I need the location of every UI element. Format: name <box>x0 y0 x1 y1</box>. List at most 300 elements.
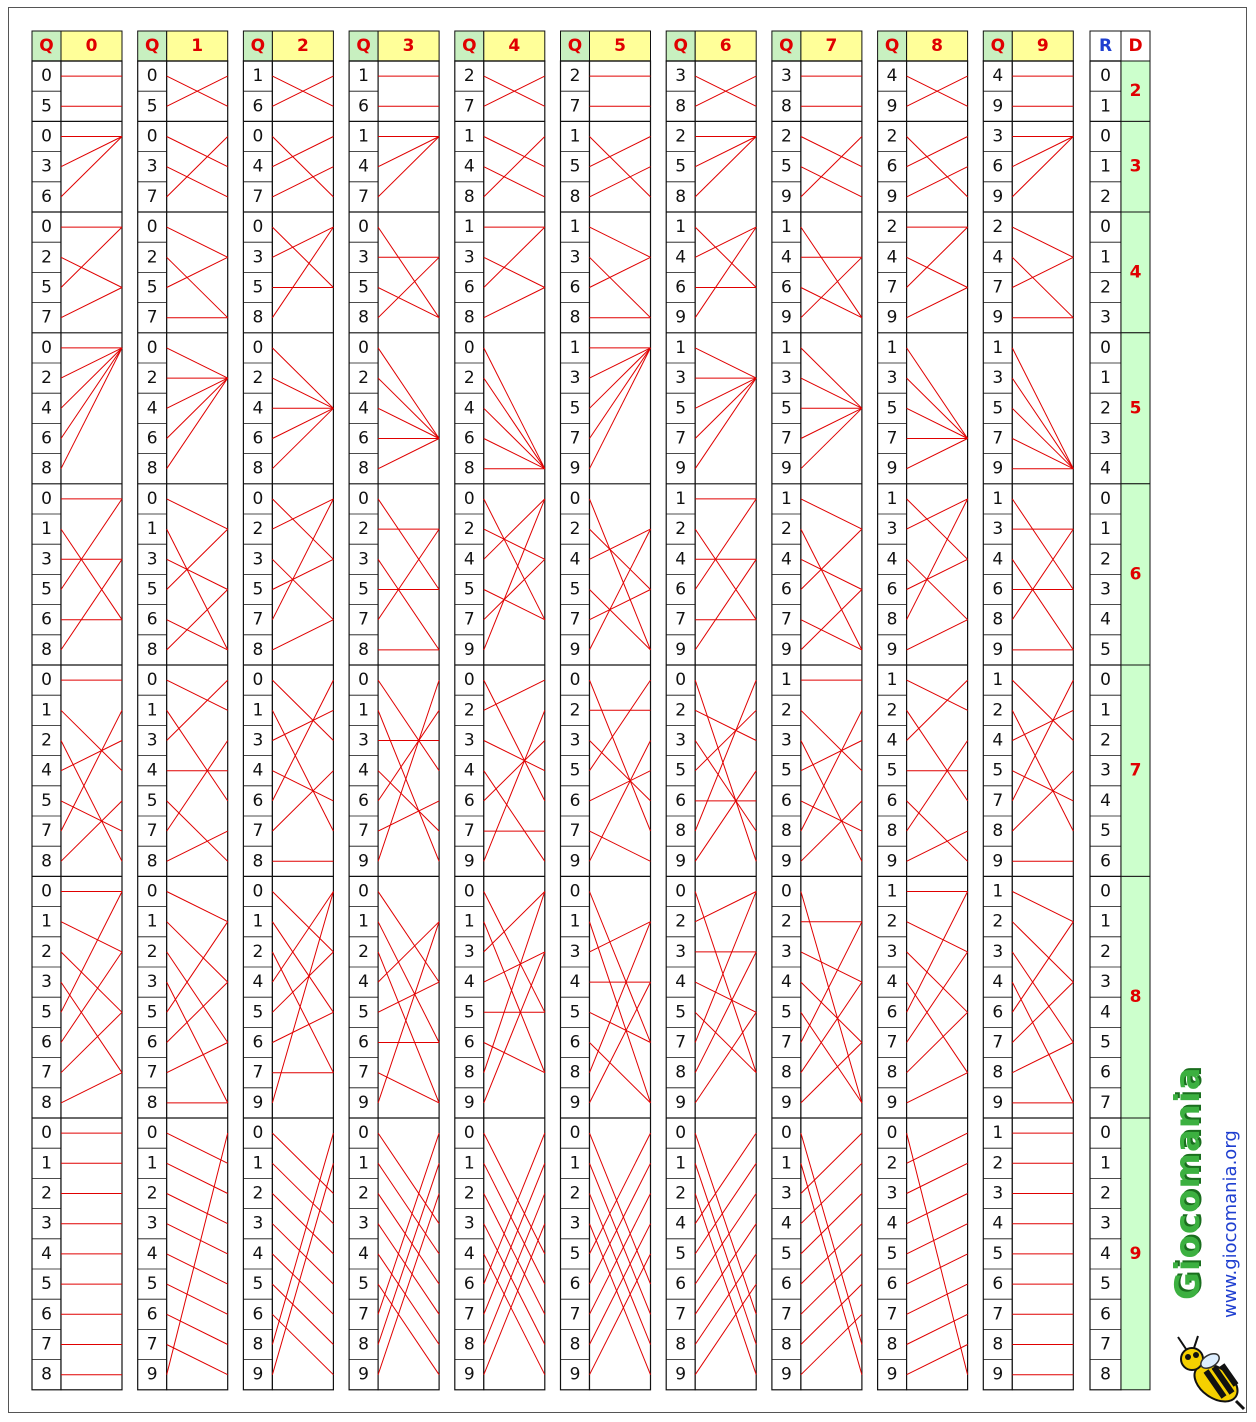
remainder-digit: 1 <box>1100 700 1111 721</box>
remainder-digit: 3 <box>1100 428 1111 449</box>
quotient-digit: 1 <box>252 911 264 932</box>
quotient-digit: 6 <box>886 790 898 811</box>
quotient-digit: 1 <box>252 66 264 87</box>
quotient-digit: 1 <box>358 1153 370 1174</box>
quotient-digit: 1 <box>780 337 792 358</box>
quotient-digit: 9 <box>780 639 792 660</box>
quotient-digit: 6 <box>992 1274 1004 1295</box>
quotient-digit: 9 <box>569 458 581 479</box>
quotient-digit: 5 <box>358 579 370 600</box>
quotient-digit: 0 <box>252 488 264 509</box>
quotient-digit: 9 <box>252 1092 264 1113</box>
quotient-digit: 8 <box>780 1334 792 1355</box>
quotient-digit: 2 <box>146 941 158 962</box>
quotient-digit: 8 <box>146 1092 158 1113</box>
quotient-digit: 0 <box>41 881 52 902</box>
quotient-digit: 2 <box>780 519 792 540</box>
quotient-digit: 6 <box>252 96 264 117</box>
remainder-digit: 0 <box>1100 217 1111 238</box>
quotient-digit: 7 <box>146 1062 158 1083</box>
remainder-digit: 4 <box>1100 609 1111 630</box>
quotient-digit: 2 <box>886 126 898 147</box>
remainder-digit: 3 <box>1100 972 1111 993</box>
quotient-digit: 0 <box>358 337 370 358</box>
quotient-digit: 1 <box>146 519 158 540</box>
header-q-label: Q <box>884 36 900 56</box>
quotient-digit: 7 <box>252 821 264 842</box>
quotient-digit: 1 <box>358 66 370 87</box>
remainder-digit: 3 <box>1100 579 1111 600</box>
quotient-digit: 6 <box>41 428 52 449</box>
divisor-label: 3 <box>1129 156 1142 177</box>
quotient-digit: 2 <box>252 941 264 962</box>
site-url[interactable]: www.giocomania.org <box>1220 1130 1241 1318</box>
remainder-digit: 7 <box>1100 1092 1111 1113</box>
header-digit-label: 9 <box>1036 36 1049 56</box>
quotient-digit: 7 <box>569 428 581 449</box>
quotient-digit: 2 <box>569 700 581 721</box>
quotient-digit: 6 <box>146 1032 158 1053</box>
quotient-digit: 9 <box>463 851 475 872</box>
remainder-digit: 0 <box>1100 670 1111 691</box>
header-q-label: Q <box>462 36 477 56</box>
quotient-digit: 8 <box>992 1334 1004 1355</box>
quotient-digit: 3 <box>146 1213 158 1234</box>
quotient-digit: 3 <box>780 368 792 389</box>
quotient-digit: 2 <box>463 519 475 540</box>
quotient-digit: 6 <box>358 96 370 117</box>
quotient-digit: 4 <box>675 247 687 268</box>
remainder-digit: 2 <box>1100 1183 1111 1204</box>
quotient-digit: 6 <box>463 790 475 811</box>
header-q-label: Q <box>990 36 1006 56</box>
quotient-digit: 6 <box>569 790 581 811</box>
quotient-digit: 2 <box>41 941 52 962</box>
quotient-digit: 4 <box>780 1213 792 1234</box>
quotient-digit: 2 <box>675 126 687 147</box>
divisor-label: 4 <box>1129 262 1142 283</box>
quotient-digit: 7 <box>358 186 370 207</box>
quotient-digit: 3 <box>992 126 1004 147</box>
quotient-digit: 3 <box>569 941 581 962</box>
quotient-digit: 2 <box>886 700 898 721</box>
quotient-digit: 5 <box>41 790 52 811</box>
quotient-digit: 0 <box>41 488 52 509</box>
quotient-digit: 2 <box>886 911 898 932</box>
quotient-digit: 1 <box>992 881 1004 902</box>
quotient-digit: 6 <box>252 790 264 811</box>
quotient-digit: 0 <box>463 1123 475 1144</box>
remainder-digit: 1 <box>1100 519 1111 540</box>
remainder-digit: 0 <box>1100 66 1111 87</box>
quotient-digit: 6 <box>252 1032 264 1053</box>
quotient-digit: 8 <box>569 307 581 328</box>
quotient-digit: 5 <box>358 277 370 298</box>
quotient-digit: 1 <box>992 670 1004 691</box>
quotient-digit: 6 <box>886 1002 898 1023</box>
quotient-digit: 9 <box>569 639 581 660</box>
quotient-digit: 3 <box>463 941 475 962</box>
quotient-digit: 3 <box>886 519 898 540</box>
quotient-digit: 1 <box>780 488 792 509</box>
header-digit-label: 2 <box>296 36 309 56</box>
quotient-digit: 4 <box>146 398 158 419</box>
quotient-digit: 0 <box>41 1123 52 1144</box>
quotient-digit: 0 <box>41 670 52 691</box>
quotient-digit: 4 <box>675 972 687 993</box>
quotient-digit: 9 <box>569 851 581 872</box>
quotient-digit: 2 <box>675 700 687 721</box>
quotient-digit: 9 <box>992 851 1004 872</box>
quotient-digit: 3 <box>675 66 687 87</box>
quotient-digit: 7 <box>780 1304 792 1325</box>
quotient-digit: 1 <box>358 700 370 721</box>
quotient-digit: 9 <box>463 1092 475 1113</box>
quotient-digit: 8 <box>780 1062 792 1083</box>
quotient-digit: 3 <box>41 156 52 177</box>
quotient-digit: 1 <box>992 1123 1004 1144</box>
quotient-digit: 1 <box>569 126 581 147</box>
quotient-digit: 0 <box>146 881 158 902</box>
quotient-digit: 0 <box>358 881 370 902</box>
quotient-digit: 7 <box>569 1304 581 1325</box>
quotient-digit: 9 <box>780 186 792 207</box>
quotient-digit: 8 <box>41 458 52 479</box>
remainder-digit: 0 <box>1100 1123 1111 1144</box>
quotient-digit: 6 <box>41 1304 52 1325</box>
quotient-digit: 4 <box>463 1243 475 1264</box>
quotient-digit: 3 <box>252 730 264 751</box>
remainder-digit: 5 <box>1100 1032 1111 1053</box>
quotient-digit: 9 <box>886 458 898 479</box>
quotient-digit: 7 <box>992 1032 1004 1053</box>
quotient-digit: 2 <box>992 217 1004 238</box>
quotient-digit: 4 <box>146 1243 158 1264</box>
quotient-digit: 7 <box>569 96 581 117</box>
quotient-digit: 9 <box>886 96 898 117</box>
quotient-digit: 0 <box>146 1123 158 1144</box>
quotient-digit: 5 <box>146 1002 158 1023</box>
quotient-digit: 6 <box>569 277 581 298</box>
quotient-digit: 9 <box>780 1092 792 1113</box>
quotient-digit: 1 <box>992 337 1004 358</box>
quotient-digit: 5 <box>569 156 581 177</box>
quotient-digit: 5 <box>780 1243 792 1264</box>
quotient-digit: 3 <box>780 66 792 87</box>
quotient-digit: 5 <box>146 790 158 811</box>
quotient-digit: 5 <box>569 398 581 419</box>
quotient-digit: 5 <box>992 398 1004 419</box>
quotient-digit: 8 <box>886 1334 898 1355</box>
quotient-digit: 0 <box>252 126 264 147</box>
remainder-digit: 5 <box>1100 1274 1111 1295</box>
quotient-digit: 4 <box>992 549 1004 570</box>
quotient-digit: 2 <box>992 1153 1004 1174</box>
remainder-digit: 5 <box>1100 821 1111 842</box>
quotient-digit: 6 <box>569 1032 581 1053</box>
quotient-digit: 9 <box>675 1364 687 1385</box>
header-digit-label: 4 <box>508 36 521 56</box>
remainder-digit: 2 <box>1100 549 1111 570</box>
quotient-digit: 2 <box>358 519 370 540</box>
quotient-digit: 0 <box>569 670 581 691</box>
quotient-digit: 5 <box>780 398 792 419</box>
quotient-digit: 1 <box>886 881 898 902</box>
quotient-digit: 9 <box>992 186 1004 207</box>
quotient-digit: 9 <box>992 1364 1004 1385</box>
remainder-digit: 0 <box>1100 126 1111 147</box>
quotient-digit: 2 <box>992 911 1004 932</box>
header-q-label: Q <box>356 36 371 56</box>
quotient-digit: 7 <box>41 1062 52 1083</box>
quotient-digit: 1 <box>780 1153 792 1174</box>
quotient-digit: 2 <box>780 911 792 932</box>
quotient-digit: 4 <box>358 398 370 419</box>
quotient-digit: 6 <box>146 609 158 630</box>
quotient-digit: 8 <box>252 458 264 479</box>
quotient-digit: 7 <box>463 1304 475 1325</box>
divisor-label: 5 <box>1129 398 1142 419</box>
remainder-digit: 0 <box>1100 881 1111 902</box>
quotient-digit: 4 <box>675 549 687 570</box>
quotient-digit: 4 <box>252 1243 264 1264</box>
quotient-digit: 4 <box>992 66 1004 87</box>
quotient-digit: 9 <box>780 1364 792 1385</box>
quotient-digit: 1 <box>146 1153 158 1174</box>
quotient-digit: 4 <box>992 972 1004 993</box>
quotient-digit: 0 <box>463 488 475 509</box>
quotient-digit: 8 <box>463 186 475 207</box>
quotient-digit: 9 <box>675 458 687 479</box>
quotient-digit: 8 <box>41 851 52 872</box>
quotient-digit: 3 <box>992 519 1004 540</box>
quotient-digit: 3 <box>146 156 158 177</box>
quotient-digit: 2 <box>146 247 158 268</box>
quotient-digit: 8 <box>675 186 687 207</box>
quotient-digit: 7 <box>41 821 52 842</box>
quotient-digit: 1 <box>463 217 475 238</box>
quotient-digit: 9 <box>992 96 1004 117</box>
quotient-digit: 2 <box>569 519 581 540</box>
quotient-digit: 1 <box>886 337 898 358</box>
quotient-digit: 1 <box>146 911 158 932</box>
quotient-digit: 9 <box>780 851 792 872</box>
quotient-digit: 8 <box>252 851 264 872</box>
quotient-digit: 5 <box>252 1002 264 1023</box>
quotient-digit: 3 <box>463 1213 475 1234</box>
quotient-digit: 8 <box>358 1334 370 1355</box>
quotient-digit: 0 <box>146 217 158 238</box>
remainder-digit: 1 <box>1100 368 1111 389</box>
quotient-digit: 1 <box>780 217 792 238</box>
quotient-digit: 7 <box>146 1334 158 1355</box>
quotient-digit: 4 <box>992 247 1004 268</box>
header-q-label: Q <box>144 36 160 56</box>
quotient-digit: 3 <box>146 549 158 570</box>
quotient-digit: 8 <box>146 639 158 660</box>
quotient-digit: 1 <box>358 126 370 147</box>
quotient-digit: 4 <box>886 66 898 87</box>
quotient-digit: 7 <box>886 1304 898 1325</box>
header-q-label: Q <box>673 36 688 56</box>
quotient-digit: 0 <box>252 670 264 691</box>
quotient-digit: 8 <box>675 1062 687 1083</box>
quotient-digit: 6 <box>358 1032 370 1053</box>
quotient-digit: 0 <box>780 881 792 902</box>
header-digit-label: 8 <box>931 36 944 56</box>
quotient-digit: 7 <box>780 609 792 630</box>
quotient-digit: 1 <box>358 911 370 932</box>
quotient-digit: 7 <box>886 1032 898 1053</box>
quotient-digit: 4 <box>358 760 370 781</box>
quotient-digit: 8 <box>358 458 370 479</box>
quotient-digit: 3 <box>886 941 898 962</box>
remainder-digit: 2 <box>1100 186 1111 207</box>
quotient-digit: 8 <box>780 96 792 117</box>
quotient-digit: 2 <box>41 368 52 389</box>
quotient-digit: 0 <box>886 1123 898 1144</box>
quotient-digit: 1 <box>675 1153 687 1174</box>
quotient-digit: 0 <box>41 217 52 238</box>
brand-logo-text: Giocomania <box>1168 1066 1208 1300</box>
quotient-digit: 0 <box>252 217 264 238</box>
quotient-digit: 4 <box>780 247 792 268</box>
quotient-digit: 2 <box>358 941 370 962</box>
quotient-digit: 2 <box>358 1183 370 1204</box>
quotient-digit: 5 <box>569 1243 581 1264</box>
mapping-column <box>801 61 862 1390</box>
quotient-digit: 8 <box>569 186 581 207</box>
quotient-digit: 7 <box>358 821 370 842</box>
quotient-digit: 7 <box>146 186 158 207</box>
quotient-digit: 8 <box>252 1334 264 1355</box>
quotient-digit: 4 <box>252 156 264 177</box>
quotient-digit: 4 <box>992 1213 1004 1234</box>
quotient-digit: 5 <box>675 760 687 781</box>
quotient-digit: 0 <box>41 66 52 87</box>
quotient-digit: 8 <box>252 307 264 328</box>
quotient-digit: 0 <box>463 337 475 358</box>
quotient-digit: 2 <box>675 519 687 540</box>
quotient-digit: 1 <box>463 1153 475 1174</box>
quotient-digit: 5 <box>886 398 898 419</box>
quotient-digit: 8 <box>252 639 264 660</box>
quotient-digit: 3 <box>675 368 687 389</box>
quotient-digit: 8 <box>41 639 52 660</box>
quotient-digit: 2 <box>675 911 687 932</box>
quotient-digit: 2 <box>41 247 52 268</box>
quotient-digit: 5 <box>780 156 792 177</box>
quotient-digit: 1 <box>463 911 475 932</box>
quotient-digit: 7 <box>252 609 264 630</box>
quotient-digit: 2 <box>569 1183 581 1204</box>
quotient-digit: 5 <box>358 1002 370 1023</box>
quotient-digit: 9 <box>886 1364 898 1385</box>
remainder-digit: 3 <box>1100 307 1111 328</box>
quotient-digit: 3 <box>886 1183 898 1204</box>
quotient-digit: 6 <box>992 579 1004 600</box>
quotient-digit: 2 <box>780 700 792 721</box>
quotient-digit: 4 <box>146 760 158 781</box>
quotient-digit: 3 <box>992 368 1004 389</box>
quotient-digit: 3 <box>358 730 370 751</box>
quotient-digit: 6 <box>992 156 1004 177</box>
quotient-digit: 1 <box>252 700 264 721</box>
quotient-digit: 1 <box>569 1153 581 1174</box>
quotient-digit: 3 <box>252 1213 264 1234</box>
quotient-digit: 4 <box>675 1213 687 1234</box>
quotient-digit: 3 <box>992 941 1004 962</box>
quotient-digit: 8 <box>358 307 370 328</box>
quotient-digit: 1 <box>992 488 1004 509</box>
quotient-digit: 7 <box>252 186 264 207</box>
quotient-digit: 6 <box>41 609 52 630</box>
quotient-digit: 3 <box>41 972 52 993</box>
quotient-digit: 2 <box>886 217 898 238</box>
quotient-digit: 7 <box>463 609 475 630</box>
divisor-label: 8 <box>1129 987 1142 1008</box>
quotient-digit: 9 <box>463 1364 475 1385</box>
quotient-digit: 5 <box>992 1243 1004 1264</box>
quotient-digit: 6 <box>463 1274 475 1295</box>
quotient-digit: 8 <box>569 1062 581 1083</box>
quotient-digit: 4 <box>780 549 792 570</box>
quotient-digit: 9 <box>569 1364 581 1385</box>
quotient-digit: 0 <box>146 337 158 358</box>
quotient-digit: 6 <box>252 428 264 449</box>
remainder-digit: 1 <box>1100 247 1111 268</box>
quotient-digit: 9 <box>358 1364 370 1385</box>
quotient-digit: 3 <box>252 247 264 268</box>
quotient-digit: 6 <box>252 1304 264 1325</box>
quotient-digit: 7 <box>675 1032 687 1053</box>
quotient-digit: 3 <box>675 730 687 751</box>
quotient-digit: 9 <box>463 639 475 660</box>
quotient-digit: 2 <box>675 1183 687 1204</box>
quotient-digit: 2 <box>886 1153 898 1174</box>
quotient-digit: 5 <box>780 760 792 781</box>
quotient-digit: 1 <box>41 700 52 721</box>
quotient-digit: 5 <box>252 579 264 600</box>
remainder-digit: 1 <box>1100 911 1111 932</box>
remainder-digit: 0 <box>1100 488 1111 509</box>
quotient-digit: 6 <box>675 579 687 600</box>
quotient-digit: 1 <box>463 126 475 147</box>
quotient-digit: 5 <box>992 760 1004 781</box>
quotient-digit: 4 <box>358 1243 370 1264</box>
quotient-digit: 9 <box>992 1092 1004 1113</box>
quotient-digit: 7 <box>780 1032 792 1053</box>
quotient-digit: 0 <box>463 881 475 902</box>
header-r-label: R <box>1098 36 1113 56</box>
quotient-digit: 7 <box>992 428 1004 449</box>
quotient-digit: 7 <box>992 277 1004 298</box>
quotient-digit: 3 <box>992 1183 1004 1204</box>
quotient-digit: 5 <box>675 398 687 419</box>
quotient-digit: 0 <box>252 337 264 358</box>
quotient-digit: 3 <box>358 1213 370 1234</box>
quotient-digit: 0 <box>780 1123 792 1144</box>
header-q-label: Q <box>39 36 54 56</box>
quotient-digit: 8 <box>41 1364 52 1385</box>
mapping-column <box>907 61 968 1390</box>
quotient-digit: 3 <box>41 549 52 570</box>
quotient-digit: 3 <box>780 1183 792 1204</box>
quotient-digit: 1 <box>780 670 792 691</box>
quotient-digit: 8 <box>146 851 158 872</box>
quotient-digit: 6 <box>463 277 475 298</box>
quotient-digit: 8 <box>992 821 1004 842</box>
